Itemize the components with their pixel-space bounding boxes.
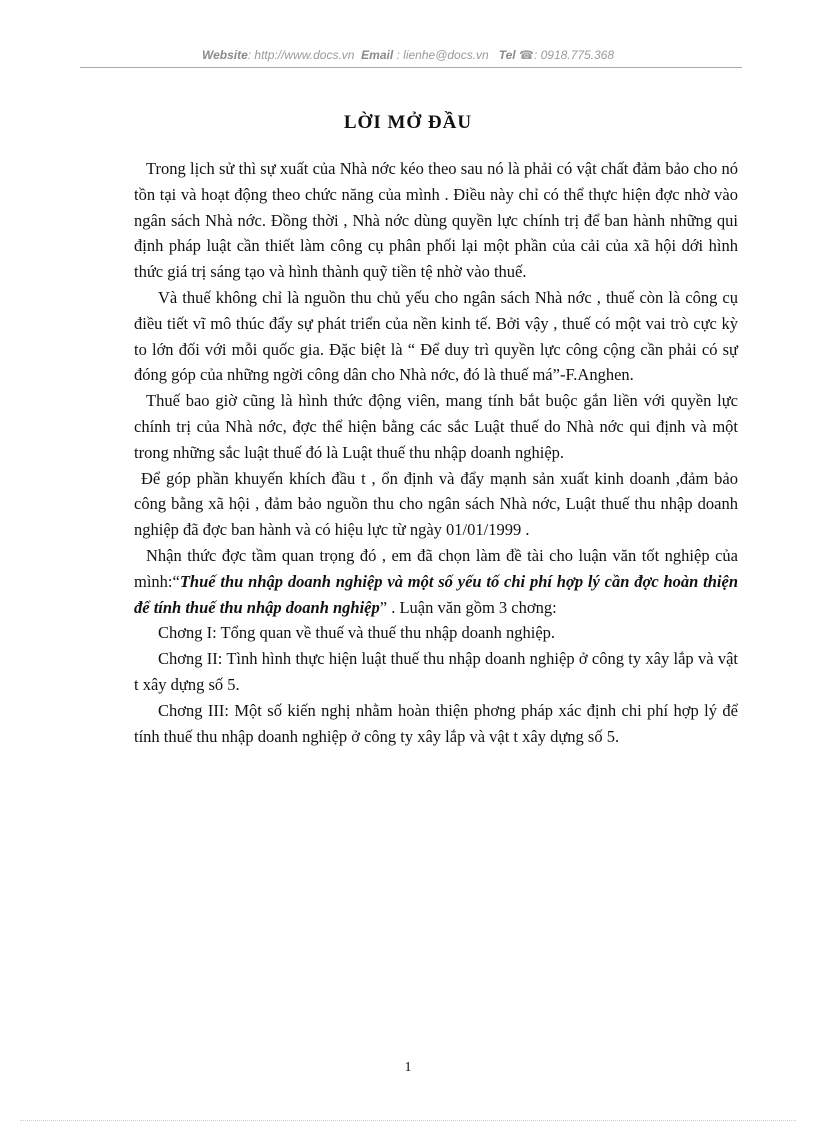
thesis-outro-text: ” . Luận văn gồm 3 chơng: [379, 597, 557, 617]
paragraph-tax-nature: Thuế bao giờ cũng là hình thức động viên, mang tính bắt buộc gắn liền với quyền lực chính trị của Nhà nớc, đợc thể hiện bằng các sắc Luật thuế do Nhà nớc qui định và một trong những sắc luật thuế đó là Luật thuế thu nhập doanh nghiệp. [134, 391, 738, 462]
chapter-2: Chơng II: Tình hình thực hiện luật thuế thu nhập doanh nghiệp ở công ty xây lắp và vật t xây dựng số 5. [134, 649, 738, 694]
email-label: Email [361, 48, 394, 62]
website-value: : http://www.docs.vn [247, 48, 355, 62]
paragraph-thesis-topic [134, 543, 738, 620]
chapter-3: Chơng III: Một số kiến nghị nhằm hoàn thiện phơng pháp xác định chi phí hợp lý để tính thuế thu nhập doanh nghiệp ở công ty xây lắp và vật t xây dựng số 5. [134, 700, 738, 746]
header-divider [80, 67, 742, 68]
page-header [0, 48, 816, 62]
tel-label: Tel [498, 48, 516, 62]
tel-value: : 0918.775.368 [533, 48, 615, 62]
email-value: : lienhe@docs.vn [396, 48, 489, 62]
phone-icon: ☎ [519, 48, 534, 62]
paragraph-tax-role: Và thuế không chỉ là nguồn thu chủ yếu cho ngân sách Nhà nớc , thuế còn là công cụ điều tiết vĩ mô thúc đẩy sự phát triển của nền kinh tế. Bởi vậy , thuế có một vai trò cực kỳ to lớn đối với mỗi quốc gia. Đặc biệt là “ Để duy trì quyền lực công cộng cần phải có sự đóng góp của những ngời công dân cho Nhà nớc, đó là thuế má”-F.Anghen. [134, 287, 738, 385]
paragraph-intro: Trong lịch sử thì sự xuất của Nhà nớc kéo theo sau nó là phải có vật chất đảm bảo cho nó tồn tại và hoạt động theo chức năng của mình . Điều này chỉ có thể thực hiện đợc nhờ vào ngân sách Nhà nớc. Đồng thời , Nhà nớc dùng quyền lực chính trị để ban hành những qui định pháp luật cần thiết làm công cụ phân phối lại một phần của cải của xã hội dới hình thức giá trị sáng tạo và hình thành quỹ tiền tệ nhờ vào thuế. [134, 159, 738, 282]
page-title: LỜI MỞ ĐẦU [343, 112, 473, 133]
thesis-intro-text: Nhận thức đợc tầm quan trọng đó , em đã chọn làm đề tài cho luận văn tốt nghiệp của mình:“ [134, 545, 738, 591]
document-body [134, 156, 738, 749]
website-label: Website [201, 48, 248, 62]
chapter-1: Chơng I: Tổng quan về thuế và thuế thu nhập doanh nghiệp. [158, 623, 556, 643]
page-bottom-border [20, 1120, 796, 1121]
page-number: 1 [404, 1060, 412, 1075]
paragraph-tax-law: Để góp phần khuyến khích đầu t , ổn định và đẩy mạnh sản xuất kinh doanh ,đảm bảo công bằng xã hội , đảm bảo nguồn thu cho ngân sách Nhà nớc, Luật thuế thu nhập doanh nghiệp đã đợc ban hành và có hiệu lực từ ngày 01/01/1999 . [134, 468, 738, 540]
thesis-title: Thuế thu nhập doanh nghiệp và một số yếu tố chi phí hợp lý cần đợc hoàn thiện để tính thuế thu nhập doanh nghiệp [134, 571, 738, 617]
